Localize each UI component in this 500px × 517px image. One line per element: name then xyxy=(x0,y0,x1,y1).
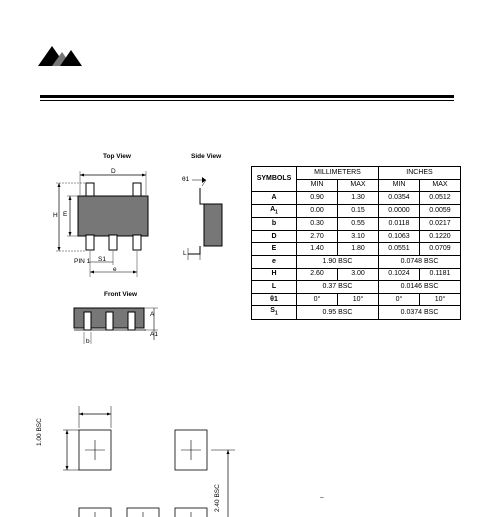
footprint-mark: – xyxy=(320,494,324,501)
front-view-drawing xyxy=(70,300,165,348)
cell-mm-min: 0.00 xyxy=(297,204,338,217)
table-row xyxy=(252,192,461,205)
cell-mm-min: 0° xyxy=(297,293,338,306)
header-inches: INCHES xyxy=(379,167,461,180)
header-rule-thin xyxy=(40,100,454,101)
cell-mm-span: 0.95 BSC xyxy=(297,306,379,319)
cell-in-span: 0.0748 BSC xyxy=(379,255,461,268)
row-symbol-sub: 1 xyxy=(274,310,278,317)
cell-mm-max: 0.15 xyxy=(338,204,379,217)
cell-mm-min: 1.40 xyxy=(297,243,338,256)
cell-mm-span: 1.90 BSC xyxy=(297,255,379,268)
row-symbol: A xyxy=(270,205,276,213)
cell-mm-max: 1.30 xyxy=(338,192,379,205)
label-L: L xyxy=(183,250,187,257)
cell-mm-max: 1.80 xyxy=(338,243,379,256)
header-in-max: MAX xyxy=(420,179,461,192)
cell-mm-max: 10° xyxy=(338,293,379,306)
cell-in-min: 0° xyxy=(379,293,420,306)
cell-in-span: 0.0146 BSC xyxy=(379,281,461,294)
cell-in-max: 10° xyxy=(420,293,461,306)
footprint-dim-1: 1.00 BSC xyxy=(36,418,43,446)
cell-mm-max: 3.10 xyxy=(338,230,379,243)
label-S1: S1 xyxy=(98,256,106,263)
label-A1: A1 xyxy=(150,331,158,338)
side-view-drawing xyxy=(180,170,230,265)
table-row xyxy=(252,255,461,268)
row-symbol-sub: 1 xyxy=(275,209,278,216)
row-symbol: A xyxy=(271,193,277,201)
cell-in-max: 0.1181 xyxy=(420,268,461,281)
cell-in-min: 0.0118 xyxy=(379,218,420,231)
label-E: E xyxy=(63,211,68,218)
cell-mm-min: 2.60 xyxy=(297,268,338,281)
cell-mm-min: 0.30 xyxy=(297,218,338,231)
front-view-caption: Front View xyxy=(104,291,138,298)
row-symbol: e xyxy=(272,257,276,265)
cell-in-min: 0.1063 xyxy=(379,230,420,243)
table-row xyxy=(252,230,461,243)
row-symbol: θ1 xyxy=(270,295,278,303)
label-A: A xyxy=(150,311,155,318)
label-theta1: θ1 xyxy=(182,176,190,183)
header-millimeters: MILLIMETERS xyxy=(297,167,379,180)
company-logo xyxy=(38,44,86,68)
cell-mm-span: 0.37 BSC xyxy=(297,281,379,294)
row-symbol: b xyxy=(271,219,277,227)
header-rule-thick xyxy=(40,95,454,98)
header-symbols: SYMBOLS xyxy=(252,167,297,192)
cell-mm-min: 2.70 xyxy=(297,230,338,243)
header-in-min: MIN xyxy=(379,179,420,192)
cell-mm-min: 0.90 xyxy=(297,192,338,205)
row-symbol: L xyxy=(271,282,277,290)
cell-in-span: 0.0374 BSC xyxy=(379,306,461,319)
label-H: H xyxy=(53,212,58,219)
label-D: D xyxy=(111,168,116,175)
label-e: e xyxy=(113,266,117,273)
header-mm-max: MAX xyxy=(338,179,379,192)
row-symbol: D xyxy=(271,232,277,240)
table-row xyxy=(252,204,461,217)
dimensions-table xyxy=(251,166,461,320)
row-symbol: H xyxy=(271,270,277,278)
table-row xyxy=(252,306,461,319)
top-view-caption: Top View xyxy=(103,153,131,160)
table-row xyxy=(252,293,461,306)
cell-in-min: 0.0000 xyxy=(379,204,420,217)
side-view-caption: Side View xyxy=(191,153,222,160)
cell-in-max: 0.0059 xyxy=(420,204,461,217)
cell-mm-max: 3.00 xyxy=(338,268,379,281)
cell-in-max: 0.1220 xyxy=(420,230,461,243)
cell-in-min: 0.0354 xyxy=(379,192,420,205)
header-mm-min: MIN xyxy=(297,179,338,192)
footprint-dim-2: 2.40 BSC xyxy=(214,484,221,512)
label-pin1: PIN 1 xyxy=(74,258,91,265)
table-row xyxy=(252,218,461,231)
table-row xyxy=(252,243,461,256)
table-row xyxy=(252,268,461,281)
row-symbol: S xyxy=(270,307,275,315)
row-symbol: E xyxy=(271,245,277,253)
cell-mm-max: 0.55 xyxy=(338,218,379,231)
cell-in-max: 0.0709 xyxy=(420,243,461,256)
cell-in-max: 0.0512 xyxy=(420,192,461,205)
label-b: b xyxy=(86,338,90,345)
cell-in-min: 0.0551 xyxy=(379,243,420,256)
table-row xyxy=(252,281,461,294)
cell-in-min: 0.1024 xyxy=(379,268,420,281)
cell-in-max: 0.0217 xyxy=(420,218,461,231)
